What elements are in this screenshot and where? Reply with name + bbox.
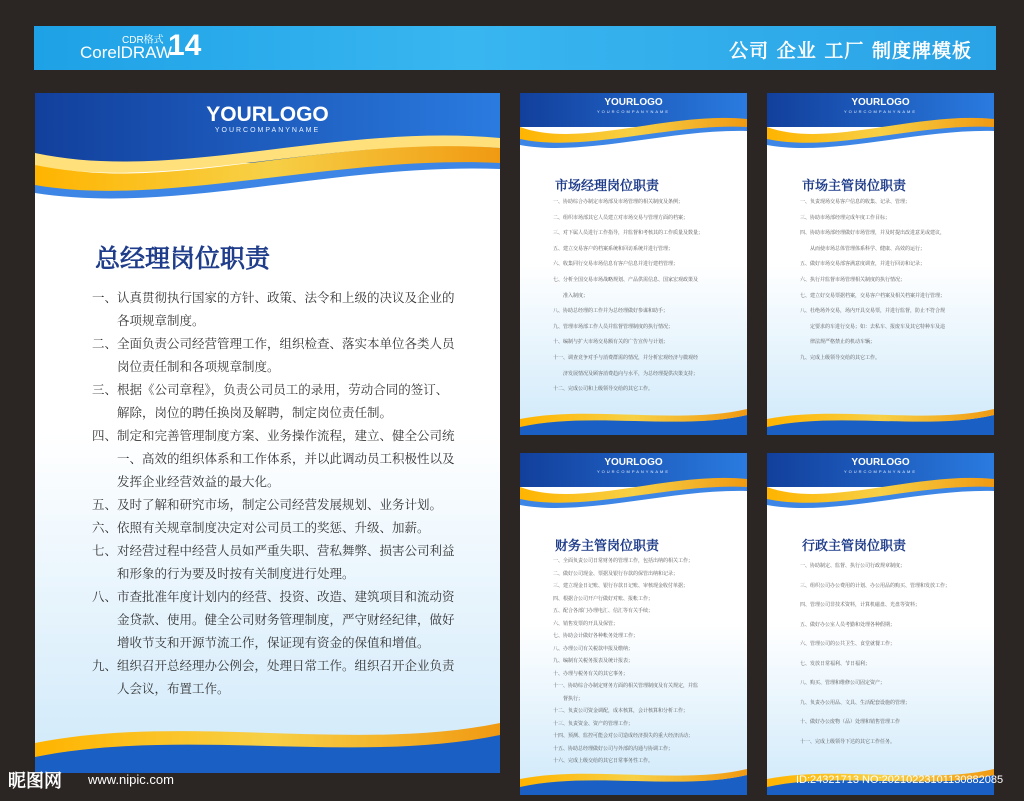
duty-line: 定要求的车进行交易；如：去私车、报废车及其它特种车及违	[800, 323, 946, 330]
bottom-wave-decoration	[520, 765, 747, 795]
duty-line: 一、高效的组织体系和工作体系，并以此调动员工积极性以及	[92, 451, 455, 466]
duty-line: 济发展情况及顾客消费趋向与水平，为总经理提供决策支持；	[553, 370, 699, 377]
duty-line: 八、办理公司有关税款申报及缴纳；	[553, 645, 634, 652]
duty-line: 九、完成上级领导交给的其它工作。	[800, 354, 881, 361]
duty-line: 十二、负责公司资金调配，成本核算，会计核算和分析工作；	[553, 708, 689, 714]
duty-line: 律法规严格禁止的机动车辆；	[800, 339, 876, 346]
duty-line: 准入制度；	[553, 292, 589, 299]
company-name: YOURCOMPANYNAME	[596, 469, 671, 474]
duty-list	[553, 195, 703, 398]
duty-line: 七、分析全国交易市场战略规划、产品供需信息、国家宏观政策及	[553, 276, 699, 283]
board-market-supervisor	[767, 93, 994, 435]
duty-line: 三、组织公司办公费用的计划、办公用品的购买、管理和发放工作；	[800, 582, 951, 589]
board-title: 财务主管岗位职责	[555, 539, 660, 554]
duty-line: 十、编制与扩大市场交易额有关的广告宣传与计划；	[553, 339, 669, 346]
board-title: 市场主管岗位职责	[802, 179, 907, 194]
duty-line: 解除，岗位的聘任换岗及解聘，制定岗位责任制。	[92, 405, 393, 420]
board-title: 总经理岗位职责	[95, 244, 271, 273]
duty-line: 四、根据合公司开户行做好对账、报帐工作；	[553, 595, 654, 602]
duty-line: 八、协助总经理的工作并为总经理做好参谋和助手；	[553, 308, 669, 315]
duty-line: 岗位责任制和各项规章制度。	[92, 359, 280, 374]
duty-line: 十一、调查竞争对手与消费群需的情况，并分析宏观经济与微观经	[553, 354, 699, 361]
duty-line: 十六、完成上级交给的其它日常事务性工作。	[553, 758, 654, 764]
watermark-url: www.nipic.com	[88, 772, 174, 787]
duty-line: 十一、完成上级领导下达的其它工作任务。	[800, 738, 896, 745]
duty-line: 三、根据《公司章程》，负责公司员工的录用，劳动合同的签订、	[92, 382, 449, 397]
duty-line: 八、杜绝场外交易，场内开具交易票，并进行监督，防止不符合规	[800, 308, 946, 315]
company-name: YOURCOMPANYNAME	[843, 109, 918, 114]
duty-line: 和形象的行为要及时按有关制度进行处理。	[92, 566, 355, 581]
duty-line: 二、做好公司现金、票据及银行存款的保管出纳和记录；	[553, 570, 679, 577]
duty-line: 五、做好办公室人员考勤和处理各种假期；	[800, 621, 896, 628]
duty-line: 一、协助制定、监督、执行公司行政规章制度；	[800, 563, 906, 569]
banner-title: 公司 企业 工厂 制度牌模板	[729, 40, 972, 62]
duty-list	[553, 555, 698, 768]
duty-line: 十三、负责资金、资产的管理工作；	[553, 720, 634, 727]
duty-line: 十一、协助综合办制定财务方面的相关管理制度及有关规定，并监	[553, 683, 699, 689]
duty-line: 三、协助市场部经理完成年度工作目标；	[800, 214, 891, 221]
duty-line: 二、全面负责公司经营管理工作，组织检查、落实本单位各类人员	[92, 336, 455, 351]
bottom-wave-decoration	[35, 713, 500, 773]
bottom-wave-decoration	[767, 405, 994, 435]
duty-line: 七、发放日常福利、节日福利；	[800, 660, 871, 667]
duty-line: 十四、预测、监控可能会对公司造成经济损失的重大经济活动；	[553, 733, 694, 739]
duty-line: 一、全面负责公司日常财务的管理工作，包括出纳的相关工作；	[553, 558, 694, 564]
duty-list	[800, 557, 950, 752]
duty-line: 六、收集同行交易市场信息有客户信息并进行建档管理；	[553, 261, 679, 268]
duty-line: 各项规章制度。	[92, 313, 205, 328]
duty-line: 六、管理公司的公共卫生、食堂就餐工作；	[800, 641, 896, 647]
duty-line: 九、负责办公用品、文具、生活配套设施的管理；	[800, 699, 911, 706]
company-name: YOURCOMPANYNAME	[843, 469, 918, 474]
duty-line: 五、及时了解和研究市场，制定公司经营发展规划、业务计划。	[92, 497, 443, 512]
duty-line: 五、配合各部门办理电汇、信汇等有关手续；	[553, 608, 654, 614]
duty-line: 人会议，布置工作。	[92, 681, 230, 696]
software-label: CorelDRAW	[80, 43, 172, 62]
bottom-wave-decoration	[520, 405, 747, 435]
duty-line: 六、依照有关规章制度决定对公司员工的奖惩、升级、加薪。	[92, 520, 430, 535]
board-finance-supervisor	[520, 453, 747, 795]
duty-line: 二、组织市场部其它人员建立对市场交易与管理方面的档案；	[553, 214, 689, 221]
duty-line: 一、认真贯彻执行国家的方针、政策、法令和上级的决议及企业的	[92, 290, 455, 305]
duty-line: 五、做好市场交易部客满意度调查，并进行回访和记录；	[800, 261, 926, 268]
company-logo: YOURLOGO	[604, 457, 663, 468]
duty-line: 九、组织召开总经理办公例会，处理日常工作。组织召开企业负责	[92, 658, 455, 673]
duty-line: 七、协助会计做好各种帐务处理工作；	[553, 633, 639, 639]
watermark-brand: 昵图网	[8, 771, 62, 792]
duty-line: 督执行；	[553, 695, 584, 702]
duty-line: 十、做好办公废物（品）处理和销售管理工作	[800, 719, 901, 725]
duty-line: 金贷款、使用。健全公司财务管理制度，严守财经纪律，做好	[92, 612, 455, 627]
company-logo: YOURLOGO	[851, 457, 910, 468]
duty-line: 四、制定和完善管理制度方案、业务操作流程，建立、健全公司统	[92, 428, 455, 443]
watermark-id: ID:24321713 NO:20210223101130882085	[796, 774, 1004, 786]
duty-line: 十二、完成公司和上级领导交给的其它工作。	[553, 386, 654, 393]
company-logo: YOURLOGO	[206, 103, 329, 126]
duty-line: 四、管理公司非技术资料，计算机磁盘、光盘等资料；	[800, 602, 921, 608]
duty-line: 九、编制有关税务报表及统计报表；	[553, 658, 634, 664]
version-label: 14	[168, 29, 202, 62]
duty-line: 六、执行并监督市场管理相关制度的执行情况；	[800, 276, 906, 283]
board-general-manager	[35, 93, 500, 773]
duty-line: 八、购买、管理和维修公司固定资产；	[800, 680, 886, 686]
duty-line: 六、销售发票的开具及保管；	[553, 620, 619, 627]
company-name: YOURCOMPANYNAME	[596, 109, 671, 114]
duty-line: 三、建立现金日记账、银行存款日记账、审核现金收付单据；	[553, 583, 689, 589]
board-title: 行政主管岗位职责	[802, 539, 907, 554]
board-market-manager	[520, 93, 747, 435]
duty-line: 增收节支和开源节流工作，保证现有资金的保值和增值。	[92, 635, 430, 650]
duty-list	[92, 286, 455, 700]
format-label: CDR格式	[122, 35, 164, 46]
duty-line: 一、负责现场交易客户信息的收集、记录、管理；	[800, 199, 911, 205]
duty-line: 五、建立交易客户的档案系统和回访系统并进行管理；	[553, 245, 674, 252]
duty-line: 十五、协助总经理做好公司与外部的沟通与协调工作；	[553, 745, 674, 752]
company-name: YOURCOMPANYNAME	[214, 127, 321, 134]
company-logo: YOURLOGO	[851, 97, 910, 108]
duty-line: 一、协助综合办制定市场部及市场管理的相关制度及条例；	[553, 199, 684, 205]
duty-line: 发挥企业经营效益的最大化。	[92, 474, 280, 489]
duty-line: 九、管理市场部工作人员并监督管理制度的执行情况；	[553, 323, 674, 330]
board-admin-supervisor	[767, 453, 994, 795]
duty-line: 八、市查批准年度计划内的经营、投资、改造、建筑项目和流动资	[92, 589, 455, 604]
duty-line: 十、办理与税务有关的其它事务；	[553, 670, 629, 677]
board-title: 市场经理岗位职责	[555, 179, 660, 194]
duty-line: 三、对下属人员进行工作指导，并监督和考核其的工作质量及数量；	[553, 230, 704, 237]
duty-line: 四、协助市场部经理做好市场管理，并及时提出改进意见或建议，	[800, 230, 946, 237]
duty-list	[800, 195, 945, 367]
company-logo: YOURLOGO	[604, 97, 663, 108]
duty-line: 七、对经营过程中经营人员如严重失职、营私舞弊、损害公司利益	[92, 543, 455, 558]
duty-line: 七、建立好交易票据档案，交易客户档案及相关档案并进行管理；	[800, 292, 946, 299]
duty-line: 从而使市场总体管理体系科学、健康、高效的运行；	[800, 245, 926, 252]
